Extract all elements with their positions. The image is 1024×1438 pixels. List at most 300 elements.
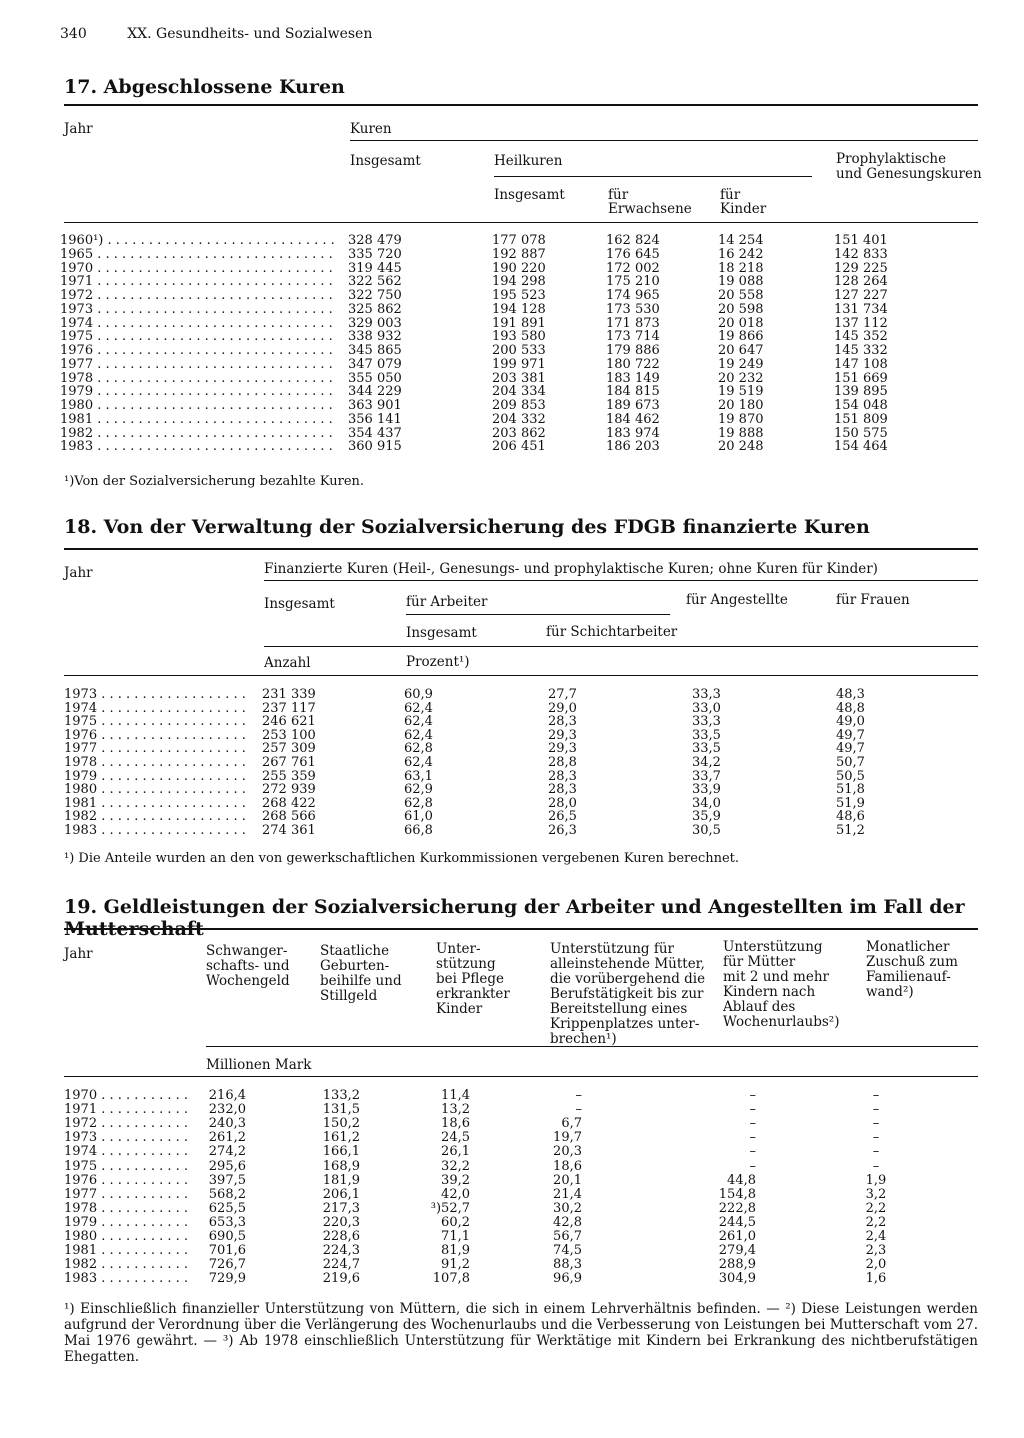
- header-line: Wochenurlaubs²): [723, 1014, 840, 1030]
- table-row: [0, 715, 1024, 729]
- value-cell: 96,9: [553, 1271, 582, 1287]
- value-cell: 151 401: [834, 233, 888, 248]
- value-cell: 204 334: [492, 384, 546, 400]
- value-cell: –: [575, 1102, 582, 1118]
- t18-header-bottom-rule: [64, 675, 978, 676]
- value-cell: 729,9: [208, 1271, 246, 1287]
- page-number: 340: [60, 26, 87, 42]
- table-row: [0, 1089, 1024, 1103]
- value-cell: 355 050: [348, 370, 402, 386]
- value-cell: 20 248: [718, 439, 764, 455]
- table-17-top-rule: [64, 104, 978, 106]
- header-line: Staatliche: [320, 943, 390, 959]
- value-cell: 26,3: [548, 823, 577, 838]
- value-cell: 19 088: [718, 274, 764, 290]
- value-cell: 14 254: [718, 233, 764, 248]
- year-cell: 1976 . . .: [60, 344, 334, 358]
- value-cell: 48,8: [836, 700, 865, 716]
- year-cell: 1972 . . .: [64, 1117, 192, 1131]
- t17-header-kuren: Kuren: [350, 121, 392, 137]
- value-cell: –: [749, 1102, 756, 1118]
- t18-header-rule-arbeiter: [406, 614, 670, 615]
- t19-header-rule-1: [206, 1046, 978, 1047]
- table-row: [0, 1188, 1024, 1202]
- value-cell: 199 971: [492, 356, 546, 372]
- header-line: bei Pflege: [436, 971, 504, 987]
- value-cell: 2,2: [865, 1214, 887, 1230]
- value-cell: 62,4: [404, 700, 433, 716]
- value-cell: 29,0: [548, 700, 577, 716]
- value-cell: 183 149: [606, 370, 660, 386]
- value-cell: 200 533: [492, 343, 546, 358]
- value-cell: 20,1: [553, 1172, 582, 1188]
- value-cell: 166,1: [322, 1144, 360, 1160]
- value-cell: 206 451: [492, 439, 546, 455]
- header-line: Bereitstellung eines: [550, 1001, 688, 1017]
- value-cell: 35,9: [692, 809, 721, 825]
- year-cell: 1972 . . .: [60, 289, 334, 303]
- value-cell: 19 519: [718, 384, 764, 400]
- value-cell: –: [872, 1144, 880, 1160]
- value-cell: 261,0: [718, 1229, 756, 1244]
- value-cell: 51,9: [836, 795, 865, 811]
- table-row: [0, 1145, 1024, 1159]
- value-cell: 133,2: [322, 1088, 360, 1103]
- table-17-title: 17. Abgeschlossene Kuren: [64, 76, 345, 98]
- year-cell: 1978 . . .: [64, 1202, 192, 1216]
- table-row: [0, 1272, 1024, 1286]
- value-cell: 19 249: [718, 356, 764, 372]
- value-cell: 690,5: [208, 1229, 246, 1244]
- value-cell: 33,3: [692, 714, 721, 730]
- value-cell: 71,1: [441, 1229, 470, 1244]
- value-cell: 246 621: [262, 714, 316, 730]
- t18-header-fuer-frauen: für Frauen: [836, 592, 910, 608]
- value-cell: 625,5: [208, 1200, 246, 1216]
- value-cell: 21,4: [553, 1186, 582, 1202]
- value-cell: 288,9: [718, 1257, 756, 1273]
- header-line: Stillgeld: [320, 988, 378, 1004]
- year-cell: 1973 . . .: [64, 1131, 192, 1145]
- value-cell: 335 720: [348, 246, 402, 262]
- header-line: Wochengeld: [206, 973, 290, 989]
- year-cell: 1979 . . .: [64, 770, 248, 784]
- value-cell: 33,5: [692, 741, 721, 757]
- header-line: Ablauf des: [723, 999, 796, 1015]
- value-cell: 345 865: [348, 343, 402, 358]
- value-cell: 33,7: [692, 768, 721, 784]
- value-cell: 184 815: [606, 384, 660, 400]
- value-cell: 338 932: [348, 329, 402, 345]
- value-cell: 29,3: [548, 741, 577, 757]
- value-cell: 240,3: [208, 1116, 246, 1132]
- value-cell: 176 645: [606, 246, 660, 262]
- value-cell: 39,2: [441, 1172, 470, 1188]
- value-cell: 568,2: [208, 1186, 246, 1202]
- value-cell: 356 141: [348, 411, 402, 427]
- table-row: [0, 1160, 1024, 1174]
- value-cell: 171 873: [606, 315, 660, 331]
- value-cell: 279,4: [718, 1243, 756, 1259]
- t17-header-fuer-erwachsene-1: für: [608, 187, 629, 203]
- header-line: für Mütter: [723, 954, 796, 970]
- value-cell: 219,6: [322, 1271, 360, 1287]
- value-cell: 322 562: [348, 274, 402, 290]
- year-cell: 1980 . . .: [64, 1230, 192, 1244]
- value-cell: 203 862: [492, 425, 546, 441]
- value-cell: 28,8: [548, 755, 577, 770]
- year-cell: 1980 . . .: [60, 399, 334, 413]
- value-cell: 179 886: [606, 343, 660, 358]
- value-cell: 131,5: [322, 1102, 360, 1118]
- value-cell: 304,9: [718, 1271, 756, 1287]
- year-cell: 1973 . . .: [60, 303, 334, 317]
- value-cell: 20 180: [718, 398, 764, 413]
- table-row: [0, 1244, 1024, 1258]
- value-cell: 2,0: [865, 1257, 887, 1273]
- value-cell: 180 722: [606, 356, 660, 372]
- value-cell: 49,7: [836, 727, 865, 743]
- value-cell: 62,4: [404, 755, 433, 770]
- value-cell: 2,4: [865, 1229, 887, 1244]
- table-row: [0, 1103, 1024, 1117]
- value-cell: 145 332: [834, 343, 888, 358]
- t17-header-prophylaktische-2: und Genesungskuren: [836, 166, 982, 182]
- value-cell: 137 112: [834, 315, 888, 331]
- year-cell: 1974 . . .: [64, 702, 248, 716]
- value-cell: 44,8: [727, 1172, 756, 1188]
- value-cell: 26,5: [548, 809, 577, 825]
- table-row: [0, 783, 1024, 797]
- header-line: Unterstützung: [723, 939, 823, 955]
- value-cell: 175 210: [606, 274, 660, 290]
- t19-footnote: ¹) Einschließlich finanzieller Unterstützung von Müttern, die sich in einem Lehrverhältnis befinden. — ²) Diese Leistungen werden aufgrund der Verordnung über die Verlängerung des Wochenurlaubs und die Verbesserung von Leistungen bei Mutterschaft vom 27. Mai 1976 gewährt. — ³) Ab 1978 einschließlich Unterstützung für Werktätige mit Kindern bei Erkrankung des nichtberufstätigen Ehegatten.: [64, 1301, 978, 1365]
- t17-header-fuer-kinder-2: Kinder: [720, 201, 767, 217]
- value-cell: 1,6: [865, 1271, 887, 1287]
- value-cell: 20 647: [718, 343, 764, 358]
- table-row: [0, 824, 1024, 838]
- t17-header-fuer-erwachsene-2: Erwachsene: [608, 201, 692, 217]
- table-row: [0, 810, 1024, 824]
- t17-header-heilkuren: Heilkuren: [494, 153, 563, 169]
- year-cell: 1979 . . .: [64, 1216, 192, 1230]
- value-cell: 63,1: [404, 768, 433, 784]
- table-row: [0, 1216, 1024, 1230]
- table-19-title: 19. Geldleistungen der Sozialversicherung der Arbeiter und Angestellten im Fall der Mutterschaft: [64, 896, 965, 940]
- header-line: Berufstätigkeit bis zur: [550, 986, 704, 1002]
- year-cell: 1977 . . .: [64, 742, 248, 756]
- t19-header-schwangerschaftsgeld: [206, 944, 290, 989]
- table-row: [0, 797, 1024, 811]
- year-cell: 1970 . . .: [64, 1089, 192, 1103]
- table-row: [0, 303, 1024, 317]
- value-cell: 177 078: [492, 233, 546, 248]
- value-cell: 18,6: [441, 1116, 470, 1132]
- value-cell: 18 218: [718, 260, 764, 276]
- year-cell: 1982 . . .: [64, 810, 248, 824]
- value-cell: 150,2: [322, 1116, 360, 1132]
- t19-header-geburtenbeihilfe: [320, 944, 402, 1004]
- value-cell: 184 462: [606, 411, 660, 427]
- table-row: [0, 289, 1024, 303]
- table-row: [0, 756, 1024, 770]
- value-cell: 48,3: [836, 687, 865, 702]
- value-cell: –: [749, 1116, 756, 1132]
- year-cell: 1977 . . .: [64, 1188, 192, 1202]
- page-header: [60, 26, 372, 42]
- value-cell: 726,7: [208, 1257, 246, 1273]
- year-cell: 1983 . . .: [64, 1272, 192, 1286]
- value-cell: ³)52,7: [430, 1200, 470, 1216]
- year-cell: 1979 . . .: [60, 385, 334, 399]
- year-cell: 1982 . . .: [60, 427, 334, 441]
- year-cell: 1960¹) . . .: [60, 234, 334, 248]
- table-row: [0, 358, 1024, 372]
- value-cell: 328 479: [348, 233, 402, 248]
- value-cell: 268 422: [262, 795, 316, 811]
- year-cell: 1975 . . .: [60, 330, 334, 344]
- table-row: [0, 688, 1024, 702]
- value-cell: 194 298: [492, 274, 546, 290]
- value-cell: 244,5: [718, 1214, 756, 1230]
- value-cell: 194 128: [492, 301, 546, 317]
- value-cell: 34,2: [692, 755, 721, 770]
- value-cell: 189 673: [606, 398, 660, 413]
- value-cell: 51,8: [836, 782, 865, 798]
- value-cell: 49,7: [836, 741, 865, 757]
- value-cell: 216,4: [208, 1088, 246, 1103]
- value-cell: 19,7: [553, 1130, 582, 1146]
- value-cell: 24,5: [441, 1130, 470, 1146]
- t19-header-unterstuetzung-alleinstehende: [550, 942, 705, 1047]
- value-cell: 181,9: [322, 1172, 360, 1188]
- table-row: [0, 729, 1024, 743]
- year-cell: 1981 . . .: [64, 1244, 192, 1258]
- header-line: Monatlicher: [866, 939, 950, 955]
- value-cell: 2,2: [865, 1200, 887, 1216]
- table-row: [0, 1202, 1024, 1216]
- t17-header-prophylaktische-1: Prophylaktische: [836, 151, 947, 167]
- table-row: [0, 1117, 1024, 1131]
- table-row: [0, 702, 1024, 716]
- value-cell: 28,3: [548, 782, 577, 798]
- value-cell: 653,3: [208, 1214, 246, 1230]
- value-cell: 18,6: [553, 1158, 582, 1174]
- value-cell: 195 523: [492, 288, 546, 303]
- value-cell: 20 018: [718, 315, 764, 331]
- value-cell: 274 361: [262, 823, 316, 838]
- header-line: mit 2 und mehr: [723, 969, 829, 985]
- value-cell: 26,1: [441, 1144, 470, 1160]
- value-cell: 81,9: [441, 1243, 470, 1259]
- value-cell: 60,2: [441, 1214, 470, 1230]
- value-cell: 319 445: [348, 260, 402, 276]
- value-cell: 48,6: [836, 809, 865, 825]
- value-cell: 147 108: [834, 356, 888, 372]
- header-line: Familienauf-: [866, 969, 951, 985]
- value-cell: 145 352: [834, 329, 888, 345]
- header-line: Geburten-: [320, 958, 390, 974]
- t18-header-anzahl: Anzahl: [264, 655, 311, 671]
- value-cell: 131 734: [834, 301, 888, 317]
- table-row: [0, 399, 1024, 413]
- header-line: Zuschuß zum: [866, 954, 958, 970]
- table-18-title: 18. Von der Verwaltung der Sozialversicherung des FDGB finanzierte Kuren: [64, 516, 870, 538]
- value-cell: 128 264: [834, 274, 888, 290]
- value-cell: 206,1: [322, 1186, 360, 1202]
- value-cell: 186 203: [606, 439, 660, 455]
- table-row: [0, 770, 1024, 784]
- value-cell: 174 965: [606, 288, 660, 303]
- table-row: [0, 248, 1024, 262]
- value-cell: 28,3: [548, 768, 577, 784]
- value-cell: 61,0: [404, 809, 433, 825]
- value-cell: 33,5: [692, 727, 721, 743]
- value-cell: 28,3: [548, 714, 577, 730]
- value-cell: 363 901: [348, 398, 402, 413]
- value-cell: 224,7: [322, 1257, 360, 1273]
- value-cell: 50,7: [836, 755, 865, 770]
- year-cell: 1978 . . .: [60, 372, 334, 386]
- year-cell: 1976 . . .: [64, 729, 248, 743]
- year-cell: 1981 . . .: [64, 797, 248, 811]
- value-cell: 325 862: [348, 301, 402, 317]
- table-19-top-rule: [64, 928, 978, 930]
- t19-header-jahr: Jahr: [64, 946, 93, 962]
- value-cell: 127 227: [834, 288, 888, 303]
- year-cell: 1974 . . .: [60, 317, 334, 331]
- header-line: wand²): [866, 984, 914, 1000]
- value-cell: 255 359: [262, 768, 316, 784]
- value-cell: –: [749, 1130, 756, 1146]
- t17-header-rule-1: [350, 140, 978, 141]
- value-cell: 203 381: [492, 370, 546, 386]
- value-cell: 33,0: [692, 700, 721, 716]
- table-row: [0, 1258, 1024, 1272]
- value-cell: 27,7: [548, 687, 577, 702]
- value-cell: 220,3: [322, 1214, 360, 1230]
- value-cell: 154 048: [834, 398, 888, 413]
- value-cell: 62,4: [404, 727, 433, 743]
- value-cell: 173 714: [606, 329, 660, 345]
- value-cell: 193 580: [492, 329, 546, 345]
- t17-header-insgesamt: Insgesamt: [350, 153, 421, 169]
- table-row: [0, 440, 1024, 454]
- year-cell: 1975 . . .: [64, 1160, 192, 1174]
- header-line: alleinstehende Mütter,: [550, 956, 705, 972]
- value-cell: 329 003: [348, 315, 402, 331]
- value-cell: 30,2: [553, 1200, 582, 1216]
- value-cell: 20 232: [718, 370, 764, 386]
- year-cell: 1980 . . .: [64, 783, 248, 797]
- t18-header-fuer-angestellte: für Angestellte: [686, 592, 788, 608]
- year-cell: 1965 . . .: [60, 248, 334, 262]
- value-cell: 20 558: [718, 288, 764, 303]
- year-cell: 1983 . . .: [60, 440, 334, 454]
- value-cell: 74,5: [553, 1243, 582, 1259]
- value-cell: 204 332: [492, 411, 546, 427]
- value-cell: 42,8: [553, 1214, 582, 1230]
- value-cell: 28,0: [548, 795, 577, 811]
- value-cell: 51,2: [836, 823, 865, 838]
- year-cell: 1982 . . .: [64, 1258, 192, 1272]
- value-cell: 151 809: [834, 411, 888, 427]
- t18-footnote: ¹) Die Anteile wurden an den von gewerkschaftlichen Kurkommissionen vergebenen Kuren berechnet.: [64, 851, 740, 866]
- value-cell: 3,2: [865, 1186, 887, 1202]
- t18-header-insgesamt: Insgesamt: [264, 596, 335, 612]
- table-row: [0, 1174, 1024, 1188]
- header-line: Unter-: [436, 941, 481, 957]
- value-cell: 268 566: [262, 809, 316, 825]
- value-cell: 150 575: [834, 425, 888, 441]
- value-cell: 16 242: [718, 246, 764, 262]
- value-cell: 267 761: [262, 755, 316, 770]
- value-cell: 62,4: [404, 714, 433, 730]
- t18-header-rule-2: [264, 646, 978, 647]
- value-cell: 295,6: [208, 1158, 246, 1174]
- year-cell: 1970 . . .: [60, 262, 334, 276]
- value-cell: 1,9: [865, 1172, 887, 1188]
- value-cell: 142 833: [834, 246, 888, 262]
- table-row: [0, 1131, 1024, 1145]
- value-cell: 62,9: [404, 782, 433, 798]
- value-cell: –: [872, 1116, 880, 1132]
- value-cell: 151 669: [834, 370, 888, 386]
- chapter-title: XX. Gesundheits- und Sozialwesen: [127, 26, 373, 42]
- t18-header-prozent: Prozent¹): [406, 654, 470, 670]
- value-cell: 161,2: [322, 1130, 360, 1146]
- value-cell: –: [872, 1088, 880, 1103]
- header-line: schafts- und: [206, 958, 290, 974]
- t18-header-fuer-arbeiter: für Arbeiter: [406, 594, 488, 610]
- year-cell: 1977 . . .: [60, 358, 334, 372]
- value-cell: –: [575, 1088, 582, 1103]
- value-cell: –: [872, 1102, 880, 1118]
- table-row: [0, 1230, 1024, 1244]
- value-cell: 261,2: [208, 1130, 246, 1146]
- t19-header-familienaufwand: [866, 940, 958, 1000]
- value-cell: 322 750: [348, 288, 402, 303]
- value-cell: 56,7: [553, 1229, 582, 1244]
- value-cell: 173 530: [606, 301, 660, 317]
- value-cell: 33,9: [692, 782, 721, 798]
- value-cell: 209 853: [492, 398, 546, 413]
- value-cell: 49,0: [836, 714, 865, 730]
- value-cell: 222,8: [718, 1200, 756, 1216]
- header-line: brechen¹): [550, 1031, 617, 1047]
- table-18-top-rule: [64, 548, 978, 550]
- value-cell: 60,9: [404, 687, 433, 702]
- value-cell: 231 339: [262, 687, 316, 702]
- value-cell: 6,7: [561, 1116, 582, 1132]
- year-cell: 1971 . . .: [60, 275, 334, 289]
- t18-header-finanzierte: Finanzierte Kuren (Heil-, Genesungs- und prophylaktische Kuren; ohne Kuren für Kinder): [264, 561, 878, 577]
- value-cell: –: [872, 1158, 880, 1174]
- year-cell: 1974 . . .: [64, 1145, 192, 1159]
- table-row: [0, 742, 1024, 756]
- value-cell: 50,5: [836, 768, 865, 784]
- value-cell: 228,6: [322, 1229, 360, 1244]
- value-cell: –: [749, 1144, 756, 1160]
- value-cell: 272 939: [262, 782, 316, 798]
- value-cell: 360 915: [348, 439, 402, 455]
- value-cell: 34,0: [692, 795, 721, 811]
- value-cell: 11,4: [441, 1088, 470, 1103]
- t17-header-heil-insgesamt: Insgesamt: [494, 187, 565, 203]
- header-line: die vorübergehend die: [550, 971, 706, 987]
- value-cell: 190 220: [492, 260, 546, 276]
- value-cell: 91,2: [441, 1257, 470, 1273]
